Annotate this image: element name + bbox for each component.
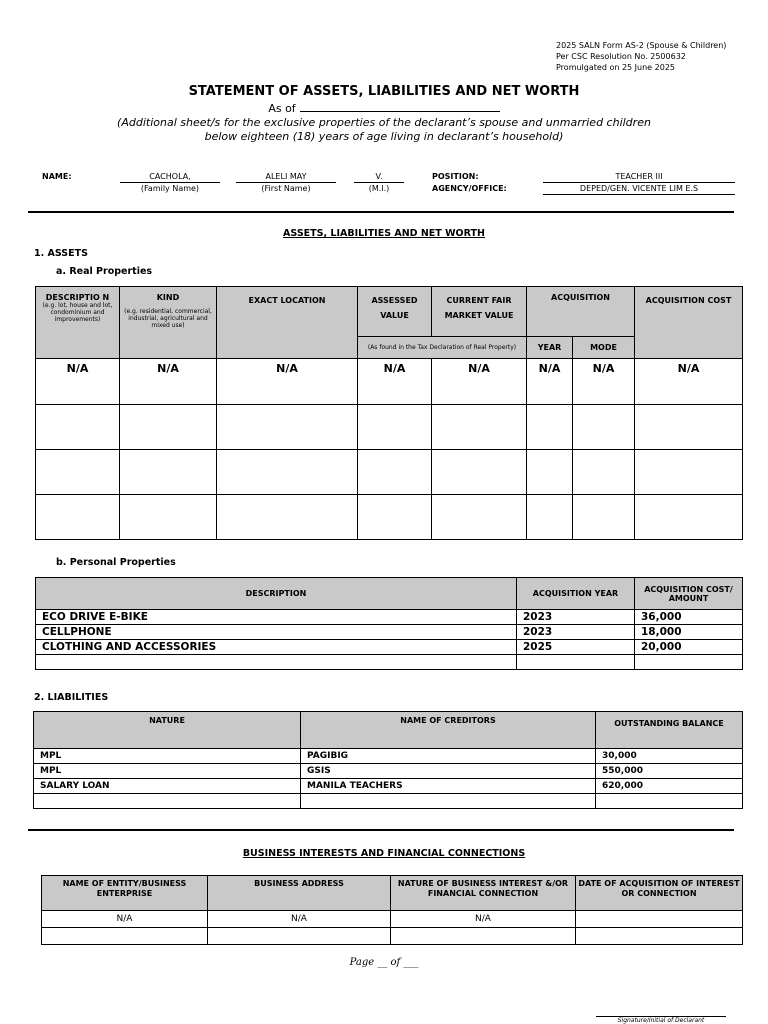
col-fair-market: CURRENT FAIR MARKET VALUE bbox=[432, 287, 527, 337]
first-name-value[interactable]: ALELI MAY bbox=[236, 172, 336, 183]
pp-year[interactable]: 2023 bbox=[517, 610, 635, 625]
empty-cell[interactable] bbox=[301, 794, 596, 809]
col-cost: ACQUISITION COST bbox=[635, 287, 743, 359]
first-name-caption: (First Name) bbox=[261, 184, 311, 193]
empty-cell[interactable] bbox=[120, 450, 217, 495]
col-description bbox=[36, 287, 120, 359]
alnw-title: ASSETS, LIABILITIES AND NET WORTH bbox=[283, 228, 485, 239]
empty-cell[interactable] bbox=[635, 450, 743, 495]
empty-cell[interactable] bbox=[596, 794, 743, 809]
liability-nature[interactable]: MPL bbox=[34, 764, 301, 779]
page-number: Page __ of ___ bbox=[349, 957, 419, 968]
liabilities-table bbox=[33, 711, 743, 809]
section-divider bbox=[28, 211, 734, 213]
col-nature: NATURE bbox=[34, 712, 301, 749]
liabilities-heading: 2. LIABILITIES bbox=[34, 692, 109, 703]
col-pp-description: DESCRIPTION bbox=[36, 578, 517, 610]
middle-initial-value[interactable]: V. bbox=[354, 172, 404, 183]
empty-cell[interactable] bbox=[432, 450, 527, 495]
col-assessed: ASSESSED VALUE bbox=[358, 287, 432, 337]
table-row bbox=[36, 450, 743, 495]
real-cell[interactable]: N/A bbox=[217, 359, 358, 405]
empty-cell[interactable] bbox=[42, 928, 208, 945]
agency-label: AGENCY/OFFICE: bbox=[432, 184, 507, 193]
empty-cell[interactable] bbox=[573, 405, 635, 450]
middle-initial-caption: (M.I.) bbox=[368, 184, 390, 193]
empty-cell[interactable] bbox=[527, 405, 573, 450]
form-reference bbox=[556, 40, 726, 73]
liability-balance[interactable]: 30,000 bbox=[596, 749, 743, 764]
empty-cell[interactable] bbox=[36, 495, 120, 540]
tax-declaration-note bbox=[358, 337, 527, 359]
empty-cell[interactable] bbox=[432, 495, 527, 540]
liability-creditor[interactable]: MANILA TEACHERS bbox=[301, 779, 596, 794]
position-value[interactable]: TEACHER III bbox=[543, 172, 735, 183]
pp-description[interactable]: CELLPHONE bbox=[36, 625, 517, 640]
empty-cell[interactable] bbox=[217, 450, 358, 495]
col-pp-year: ACQUISITION YEAR bbox=[517, 578, 635, 610]
table-row bbox=[34, 779, 743, 794]
empty-cell[interactable] bbox=[573, 450, 635, 495]
real-cell[interactable]: N/A bbox=[527, 359, 573, 405]
real-cell[interactable]: N/A bbox=[36, 359, 120, 405]
table-row bbox=[34, 794, 743, 809]
table-row bbox=[36, 610, 743, 625]
business-cell[interactable]: N/A bbox=[208, 911, 391, 928]
table-row bbox=[36, 359, 743, 405]
empty-cell[interactable] bbox=[34, 794, 301, 809]
empty-cell[interactable] bbox=[635, 655, 743, 670]
empty-cell[interactable] bbox=[36, 450, 120, 495]
col-kind-label: KIND bbox=[156, 293, 180, 302]
pp-cost[interactable]: 36,000 bbox=[635, 610, 743, 625]
empty-cell[interactable] bbox=[217, 495, 358, 540]
real-properties-table bbox=[35, 286, 743, 540]
liability-nature[interactable]: MPL bbox=[34, 749, 301, 764]
empty-cell[interactable] bbox=[36, 405, 120, 450]
empty-cell[interactable] bbox=[635, 495, 743, 540]
col-description-note: (e.g. lot, house and lot, condominium and improvements) bbox=[42, 302, 113, 323]
table-row bbox=[34, 749, 743, 764]
form-ref-line: 2025 SALN Form AS-2 (Spouse & Children) bbox=[556, 41, 727, 50]
real-cell[interactable]: N/A bbox=[358, 359, 432, 405]
family-name-caption: (Family Name) bbox=[140, 184, 200, 193]
assets-heading: 1. ASSETS bbox=[34, 248, 88, 259]
table-row bbox=[42, 911, 743, 928]
col-location: EXACT LOCATION bbox=[217, 287, 358, 359]
section-divider bbox=[28, 829, 734, 831]
empty-cell[interactable] bbox=[120, 405, 217, 450]
pp-year[interactable]: 2023 bbox=[517, 625, 635, 640]
form-ref-line: Per CSC Resolution No. 2500632 bbox=[556, 52, 686, 61]
agency-value[interactable]: DEPED/GEN. VICENTE LIM E.S bbox=[543, 184, 735, 195]
tax-declaration-note-text: (As found in the Tax Declaration of Real Property) bbox=[367, 344, 517, 351]
additional-note bbox=[0, 116, 768, 144]
real-cell[interactable]: N/A bbox=[120, 359, 217, 405]
empty-cell[interactable] bbox=[391, 928, 576, 945]
liability-creditor[interactable]: GSIS bbox=[301, 764, 596, 779]
liability-balance[interactable]: 620,000 bbox=[596, 779, 743, 794]
empty-cell[interactable] bbox=[635, 405, 743, 450]
liability-creditor[interactable]: PAGIBIG bbox=[301, 749, 596, 764]
position-label: POSITION: bbox=[432, 172, 479, 181]
empty-cell[interactable] bbox=[208, 928, 391, 945]
form-ref-line: Promulgated on 25 June 2025 bbox=[556, 63, 675, 72]
col-year: YEAR bbox=[527, 337, 573, 359]
empty-cell[interactable] bbox=[576, 928, 743, 945]
table-row bbox=[36, 640, 743, 655]
empty-cell[interactable] bbox=[573, 495, 635, 540]
as-of-field[interactable] bbox=[300, 102, 500, 112]
col-kind-note: (e.g. residential, commercial, industrial, agricultural and mixed use) bbox=[124, 308, 212, 329]
business-title: BUSINESS INTERESTS AND FINANCIAL CONNECTIONS bbox=[242, 848, 526, 859]
liability-nature[interactable]: SALARY LOAN bbox=[34, 779, 301, 794]
real-properties-heading: a. Real Properties bbox=[56, 266, 153, 277]
col-kind bbox=[120, 287, 217, 359]
as-of-label: As of bbox=[268, 102, 296, 115]
col-description-label: DESCRIPTIO N bbox=[45, 293, 110, 302]
table-row bbox=[34, 764, 743, 779]
col-balance: OUTSTANDING BALANCE bbox=[596, 712, 743, 749]
empty-cell[interactable] bbox=[358, 450, 432, 495]
document-title: STATEMENT OF ASSETS, LIABILITIES AND NET WORTH bbox=[188, 84, 580, 99]
empty-cell[interactable] bbox=[36, 655, 517, 670]
table-row bbox=[36, 495, 743, 540]
table-row bbox=[36, 405, 743, 450]
empty-cell[interactable] bbox=[358, 405, 432, 450]
empty-cell[interactable] bbox=[432, 405, 527, 450]
as-of-line bbox=[0, 102, 768, 115]
empty-cell[interactable] bbox=[517, 655, 635, 670]
business-cell[interactable] bbox=[576, 911, 743, 928]
col-pp-cost: ACQUISITION COST/ AMOUNT bbox=[635, 578, 743, 610]
pp-cost[interactable]: 18,000 bbox=[635, 625, 743, 640]
name-label: NAME: bbox=[42, 172, 72, 181]
col-creditors: NAME OF CREDITORS bbox=[301, 712, 596, 749]
business-cell[interactable]: N/A bbox=[42, 911, 208, 928]
real-cell[interactable]: N/A bbox=[432, 359, 527, 405]
business-cell[interactable]: N/A bbox=[391, 911, 576, 928]
family-name-value[interactable]: CACHOLA, bbox=[120, 172, 220, 183]
personal-properties-table bbox=[35, 577, 743, 670]
liability-balance[interactable]: 550,000 bbox=[596, 764, 743, 779]
pp-year[interactable]: 2025 bbox=[517, 640, 635, 655]
empty-cell[interactable] bbox=[358, 495, 432, 540]
signature-line[interactable]: Signature/Initial of Declarant bbox=[596, 1016, 726, 1024]
empty-cell[interactable] bbox=[527, 450, 573, 495]
additional-note-line: (Additional sheet/s for the exclusive properties of the declarant’s spouse and unmarried children bbox=[117, 116, 651, 129]
table-row bbox=[36, 625, 743, 640]
business-interests-table bbox=[41, 875, 743, 945]
col-entity: NAME OF ENTITY/BUSINESS ENTERPRISE bbox=[42, 876, 208, 911]
col-acquisition: ACQUISITION bbox=[527, 287, 635, 337]
col-address: BUSINESS ADDRESS bbox=[208, 876, 391, 911]
table-row bbox=[42, 928, 743, 945]
additional-note-line: below eighteen (18) years of age living in declarant’s household) bbox=[204, 130, 564, 143]
empty-cell[interactable] bbox=[217, 405, 358, 450]
col-acquisition-date: DATE OF ACQUISITION OF INTEREST OR CONNECTION bbox=[576, 876, 743, 911]
pp-description[interactable]: CLOTHING AND ACCESSORIES bbox=[36, 640, 517, 655]
pp-description[interactable]: ECO DRIVE E-BIKE bbox=[36, 610, 517, 625]
empty-cell[interactable] bbox=[120, 495, 217, 540]
table-row bbox=[36, 655, 743, 670]
col-business-nature: NATURE OF BUSINESS INTEREST &/OR FINANCIAL CONNECTION bbox=[391, 876, 576, 911]
real-cell[interactable]: N/A bbox=[573, 359, 635, 405]
pp-cost[interactable]: 20,000 bbox=[635, 640, 743, 655]
real-cell[interactable]: N/A bbox=[635, 359, 743, 405]
col-mode: MODE bbox=[573, 337, 635, 359]
personal-properties-heading: b. Personal Properties bbox=[56, 557, 176, 568]
empty-cell[interactable] bbox=[527, 495, 573, 540]
